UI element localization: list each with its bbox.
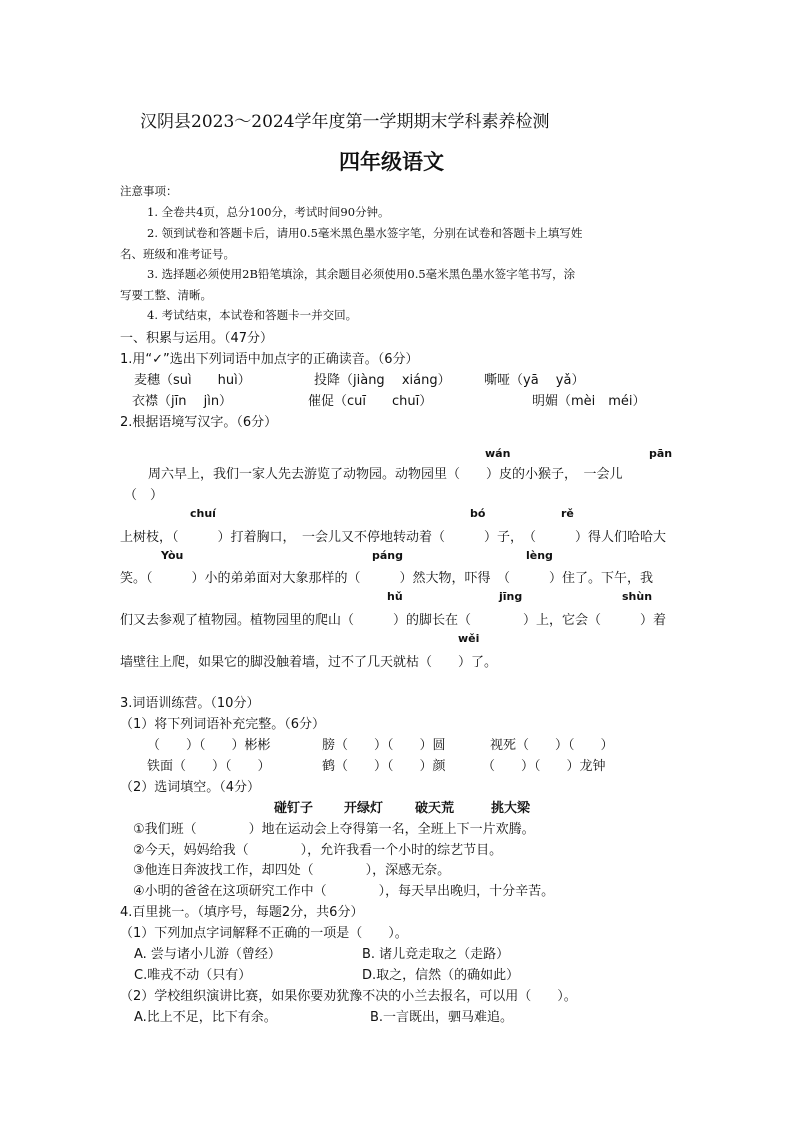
pinyin-jing: jīng bbox=[499, 590, 523, 603]
q3-fill-4: ④小明的爸爸在这项研究工作中（ ），每天早出晚归，十分辛苦。 bbox=[133, 884, 555, 899]
exam-subtitle: 四年级语文 bbox=[339, 150, 444, 174]
note-3b: 写要工整、清晰。 bbox=[120, 288, 212, 302]
pinyin-shun: shùn bbox=[622, 590, 653, 603]
q3-item-4: 铁面（ ）（ ） bbox=[147, 759, 271, 774]
q3-item-5: 鹤（ ）（ ）颜 bbox=[322, 759, 446, 774]
q2-line-4: 笑。（ ）小的弟弟面对大象那样的（ ）然大物，吓得 （ ）住了。下午，我 bbox=[120, 571, 654, 586]
exam-title: 汉阴县2023～2024学年度第一学期期末学科素养检测 bbox=[140, 112, 550, 132]
pinyin-chui: chuí bbox=[190, 507, 216, 520]
q3-option-4: 挑大梁 bbox=[491, 801, 531, 816]
q3-item-3: 视死（ ）（ ） bbox=[490, 738, 614, 753]
q4-choice-1d: D.取之，信然（的确如此） bbox=[362, 968, 520, 983]
note-2b: 名、班级和准考证号。 bbox=[120, 247, 235, 261]
q4-sub2: （2）学校组织演讲比赛，如果你要劝犹豫不决的小兰去报名，可以用（ ）。 bbox=[120, 989, 577, 1004]
pinyin-pan: pān bbox=[649, 447, 673, 460]
q4-sub1: （1）下列加点字词解释不正确的一项是（ ）。 bbox=[120, 926, 408, 941]
q1-item-4: 衣襟（jīn jìn） bbox=[132, 394, 233, 409]
q4-choice-1b: B. 诸儿竞走取之（走路） bbox=[362, 947, 510, 962]
pinyin-hu: hǔ bbox=[387, 590, 403, 603]
q3-item-1: （ ）（ ）彬彬 bbox=[147, 738, 271, 753]
pinyin-wei: wěi bbox=[458, 632, 480, 645]
q3-title: 3.词语训练营。（10分） bbox=[120, 696, 260, 711]
q3-sub2: （2）选词填空。（4分） bbox=[120, 780, 261, 795]
q3-fill-1: ①我们班（ ）地在运动会上夺得第一名，全班上下一片欢腾。 bbox=[133, 822, 535, 837]
q3-item-6: （ ）（ ）龙钟 bbox=[482, 759, 606, 774]
pinyin-leng: lèng bbox=[526, 549, 553, 562]
q2-line-5: 们又去参观了植物园。植物园里的爬山（ ）的脚长在（ ）上，它会（ ）着 bbox=[120, 613, 667, 628]
q3-option-2: 开绿灯 bbox=[344, 801, 384, 816]
q3-option-1: 碰钉子 bbox=[274, 801, 314, 816]
pinyin-re: rě bbox=[561, 507, 574, 520]
q1-item-1: 麦穗（suì huì） bbox=[134, 373, 251, 388]
q3-fill-3: ③他连日奔波找工作，却四处（ ），深感无奈。 bbox=[133, 863, 451, 878]
q4-title: 4.百里挑一。（填序号，每题2分，共6分） bbox=[120, 905, 364, 920]
q2-line-3: 上树枝，（ ）打着胸口， 一会儿又不停地转动着（ ）子， （ ）得人们哈哈大 bbox=[120, 530, 667, 545]
q1-item-2: 投降（jiàng xiáng） bbox=[314, 373, 451, 388]
q3-fill-2: ②今天，妈妈给我（ ），允许我看一个小时的综艺节目。 bbox=[133, 843, 503, 858]
q4-choice-2a: A.比上不足，比下有余。 bbox=[134, 1010, 277, 1025]
note-3a: 3. 选择题必须使用2B铅笔填涂，其余题目必须使用0.5毫米黑色墨水签字笔书写，涂 bbox=[147, 267, 576, 281]
note-4: 4. 考试结束，本试卷和答题卡一并交回。 bbox=[147, 308, 358, 322]
q3-option-3: 破天荒 bbox=[415, 801, 455, 816]
pinyin-bo: bó bbox=[470, 507, 486, 520]
q2-line-1: 周六早上，我们一家人先去游览了动物园。动物园里（ ）皮的小猴子， 一会儿 bbox=[148, 467, 623, 482]
q4-choice-1c: C.唯戎不动（只有） bbox=[134, 968, 252, 983]
pinyin-pang: páng bbox=[372, 549, 404, 562]
q1-title: 1.用“✓”选出下列词语中加点字的正确读音。（6分） bbox=[120, 352, 419, 367]
notes-heading: 注意事项： bbox=[120, 184, 178, 198]
q1-item-3: 嘶哑（yā yǎ） bbox=[484, 373, 585, 388]
note-2a: 2. 领到试卷和答题卡后，请用0.5毫米黑色墨水签字笔，分别在试卷和答题卡上填写姓 bbox=[147, 226, 583, 240]
q2-line-2: （ ） bbox=[124, 488, 164, 503]
q3-item-2: 膀（ ）（ ）圆 bbox=[322, 738, 446, 753]
q3-sub1: （1）将下列词语补充完整。（6分） bbox=[120, 717, 326, 732]
q2-line-6: 墙壁往上爬，如果它的脚没触着墙，过不了几天就枯（ ）了。 bbox=[120, 655, 498, 670]
q1-item-6: 明媚（mèi méi） bbox=[532, 394, 646, 409]
q4-choice-1a: A. 尝与诸小儿游（曾经） bbox=[134, 947, 281, 962]
section1-heading: 一、积累与运用。（47分） bbox=[120, 331, 274, 346]
q1-item-5: 催促（cuī chuī） bbox=[308, 394, 433, 409]
note-1: 1. 全卷共4页，总分100分，考试时间90分钟。 bbox=[147, 205, 390, 219]
q4-choice-2b: B.一言既出，驷马难追。 bbox=[370, 1010, 514, 1025]
pinyin-you: Yòu bbox=[161, 549, 184, 562]
q2-title: 2.根据语境写汉字。（6分） bbox=[120, 415, 278, 430]
pinyin-wan: wán bbox=[485, 447, 511, 460]
